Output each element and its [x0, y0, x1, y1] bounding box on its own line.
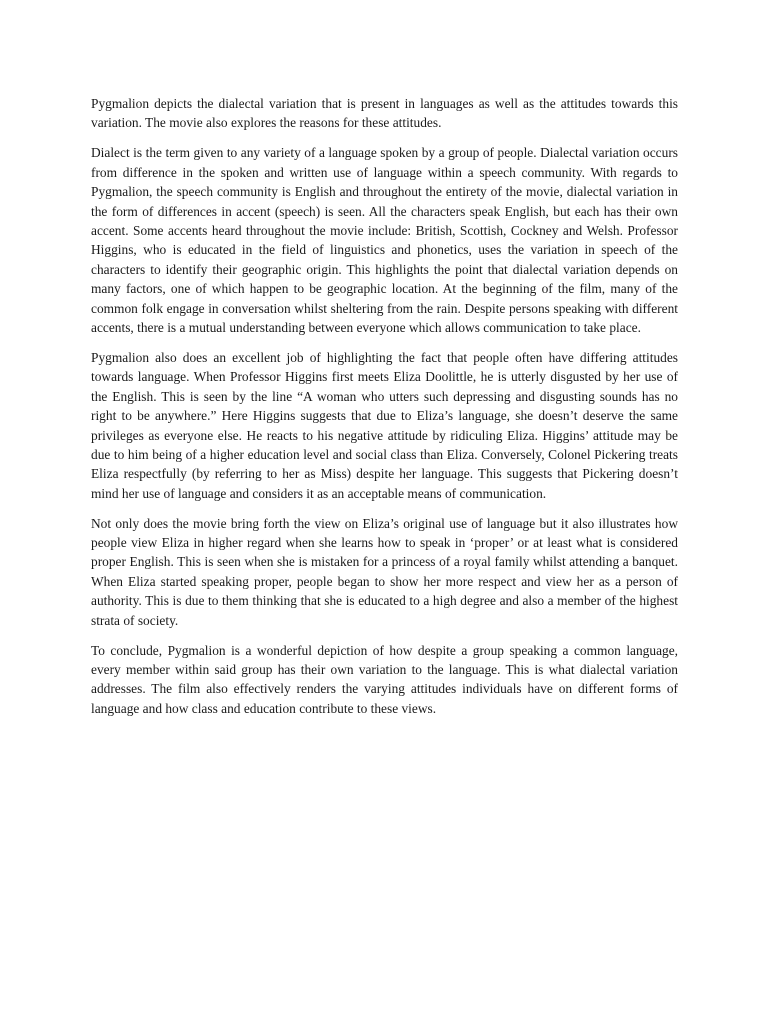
document-body — [91, 94, 678, 729]
paragraph-proper-english: Not only does the movie bring forth the view on Eliza’s original use of language but it also illustrates how people view Eliza in higher regard when she learns how to speak in ‘proper’ or at least what is considered proper English. This is seen when she is mistaken for a princess of a royal family whilst attending a banquet. When Eliza started speaking proper, people began to show her more respect and view her as a person of authority. This is due to them thinking that she is educated to a high degree and also a member of the highest strata of society. — [91, 515, 678, 628]
paragraph-introduction: Pygmalion depicts the dialectal variation that is present in languages as well as the attitudes towards this variation. The movie also explores the reasons for these attitudes. — [91, 96, 678, 131]
paragraph-dialect-definition: Dialect is the term given to any variety of a language spoken by a group of people. Dialectal variation occurs from difference in the spoken and written use of language within a speech community. With regards to Pygmalion, the speech community is English and throughout the entirety of the movie, dialectal variation in the form of differences in accent (speech) is seen. All the characters speak English, but each has their own accent. Some accents heard throughout the movie include: British, Scottish, Cockney and Welsh. Professor Higgins, who is educated in the field of linguistics and phonetics, uses the variation in speech of the characters to identify their geographic origin. This highlights the point that dialectal variation depends on many factors, one of which happen to be geographic location. At the beginning of the film, many of the common folk engage in conversation whilst sheltering from the rain. Despite persons speaking with different accents, there is a mutual understanding between everyone which allows communication to take place. — [91, 145, 678, 335]
paragraph-conclusion: To conclude, Pygmalion is a wonderful depiction of how despite a group speaking a common language, every member within said group has their own variation to the language. This is what dialectal variation addresses. The film also effectively renders the varying attitudes individuals have on different forms of language and how class and education contribute to these views. — [91, 642, 678, 716]
paragraph-attitudes: Pygmalion also does an excellent job of highlighting the fact that people often have differing attitudes towards language. When Professor Higgins first meets Eliza Doolittle, he is utterly disgusted by her use of the English. This is seen by the line “A woman who utters such depressing and disgusting sounds has no right to be anywhere.” Here Higgins suggests that due to Eliza’s language, she doesn’t deserve the same privileges as everyone else. He reacts to his negative attitude by ridiculing Eliza. Higgins’ attitude may be due to him being of a higher education level and social class than Eliza. Conversely, Colonel Pickering treats Eliza respectfully (by referring to her as Miss) despite her language. This suggests that Pickering doesn’t mind her use of language and considers it as an acceptable means of communication. — [91, 349, 678, 501]
